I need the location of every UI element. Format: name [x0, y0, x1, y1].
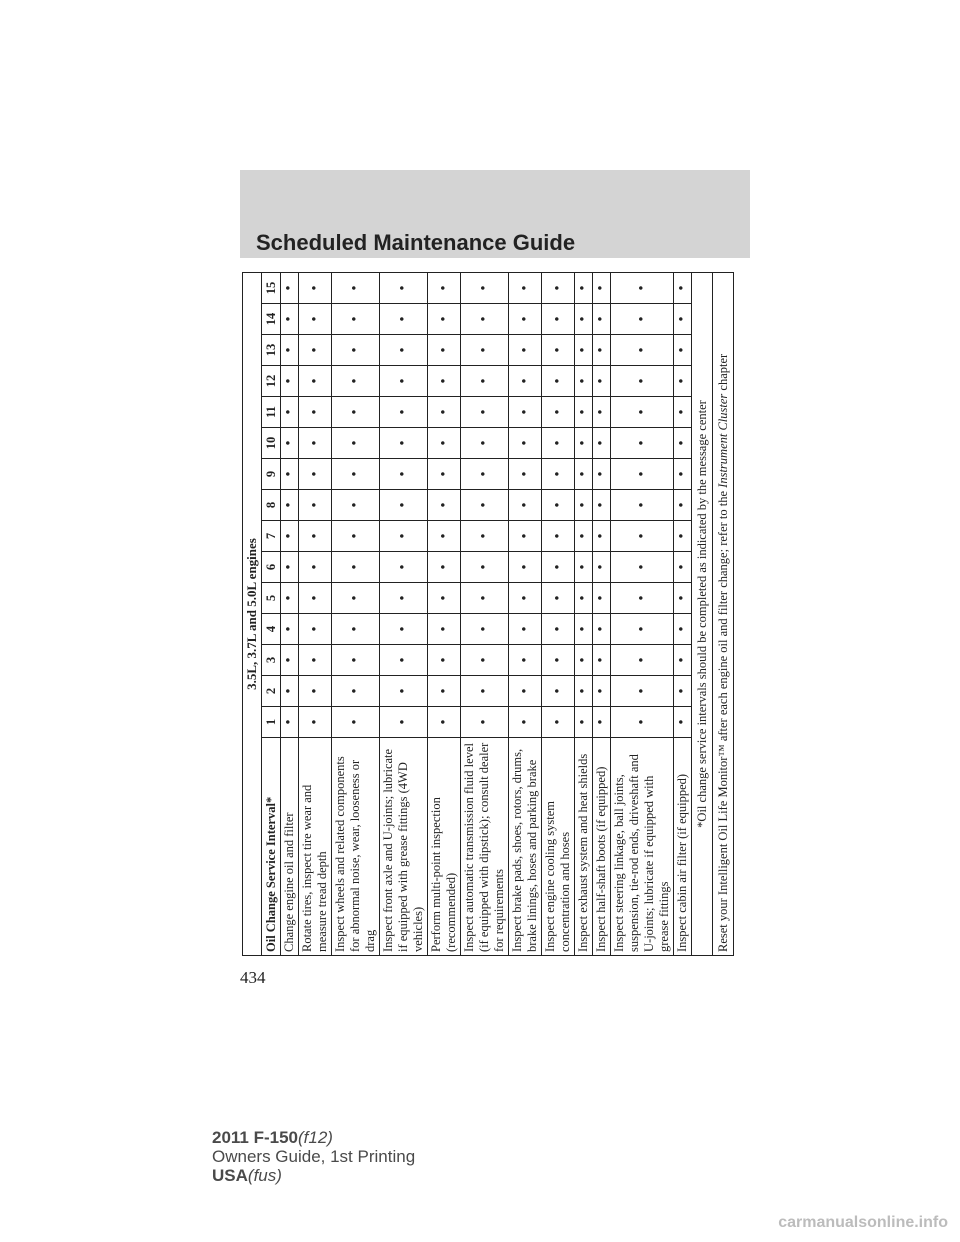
table-row — [380, 273, 428, 956]
service-bullet: • — [509, 273, 542, 304]
reset-end: chapter — [715, 353, 730, 391]
service-bullet: • — [611, 335, 674, 366]
service-bullet: • — [281, 614, 299, 645]
footer — [212, 1128, 415, 1185]
service-bullet: • — [380, 335, 428, 366]
service-bullet: • — [509, 645, 542, 676]
service-bullet: • — [299, 521, 332, 552]
service-bullet: • — [611, 707, 674, 738]
service-bullet: • — [611, 676, 674, 707]
service-bullet: • — [509, 614, 542, 645]
table-row — [428, 273, 461, 956]
service-bullet: • — [380, 273, 428, 304]
footer-line-1 — [212, 1128, 415, 1147]
maintenance-table-wrapper — [242, 272, 730, 956]
service-bullet: • — [461, 304, 509, 335]
service-bullet: • — [332, 676, 380, 707]
service-bullet: • — [281, 397, 299, 428]
service-bullet: • — [461, 552, 509, 583]
service-bullet: • — [593, 583, 611, 614]
service-bullet: • — [461, 490, 509, 521]
service-bullet: • — [380, 552, 428, 583]
interval-column-10: 10 — [262, 428, 281, 459]
service-bullet: • — [461, 583, 509, 614]
service-bullet: • — [575, 366, 593, 397]
service-bullet: • — [674, 645, 692, 676]
interval-column-13: 13 — [262, 335, 281, 366]
service-bullet: • — [299, 428, 332, 459]
task-label: Inspect half-shaft boots (if equipped) — [593, 738, 611, 956]
service-bullet: • — [611, 521, 674, 552]
service-bullet: • — [461, 521, 509, 552]
interval-column-2: 2 — [262, 676, 281, 707]
interval-column-15: 15 — [262, 273, 281, 304]
task-label: Inspect engine cooling system concentration and hoses — [542, 738, 575, 956]
service-bullet: • — [461, 366, 509, 397]
service-bullet: • — [428, 676, 461, 707]
service-bullet: • — [281, 552, 299, 583]
table-row — [509, 273, 542, 956]
service-bullet: • — [509, 397, 542, 428]
footer-model-code: (f12) — [298, 1128, 333, 1147]
task-label: Perform multi-point inspection (recommended) — [428, 738, 461, 956]
interval-column-7: 7 — [262, 521, 281, 552]
service-bullet: • — [380, 676, 428, 707]
service-bullet: • — [611, 397, 674, 428]
service-bullet: • — [428, 397, 461, 428]
service-bullet: • — [332, 707, 380, 738]
service-bullet: • — [332, 552, 380, 583]
service-bullet: • — [428, 304, 461, 335]
service-bullet: • — [509, 490, 542, 521]
service-bullet: • — [509, 583, 542, 614]
service-bullet: • — [299, 397, 332, 428]
service-bullet: • — [593, 707, 611, 738]
service-bullet: • — [428, 459, 461, 490]
service-bullet: • — [281, 366, 299, 397]
service-bullet: • — [542, 397, 575, 428]
service-bullet: • — [281, 645, 299, 676]
service-bullet: • — [332, 459, 380, 490]
interval-note: *Oil change service intervals should be completed as indicated by the message center — [692, 273, 713, 956]
service-bullet: • — [281, 490, 299, 521]
service-bullet: • — [299, 583, 332, 614]
service-bullet: • — [281, 335, 299, 366]
service-bullet: • — [542, 428, 575, 459]
service-bullet: • — [593, 552, 611, 583]
service-bullet: • — [461, 614, 509, 645]
service-bullet: • — [542, 304, 575, 335]
page-title: Scheduled Maintenance Guide — [256, 230, 576, 255]
service-bullet: • — [299, 273, 332, 304]
service-bullet: • — [461, 645, 509, 676]
service-bullet: • — [674, 583, 692, 614]
service-bullet: • — [611, 273, 674, 304]
service-bullet: • — [611, 366, 674, 397]
service-bullet: • — [575, 397, 593, 428]
column-header-row — [262, 273, 281, 956]
service-bullet: • — [593, 459, 611, 490]
service-bullet: • — [575, 583, 593, 614]
table-row — [611, 273, 674, 956]
service-bullet: • — [542, 583, 575, 614]
table-row — [461, 273, 509, 956]
service-bullet: • — [281, 583, 299, 614]
service-bullet: • — [332, 397, 380, 428]
service-bullet: • — [674, 304, 692, 335]
service-bullet: • — [332, 490, 380, 521]
service-bullet: • — [299, 335, 332, 366]
service-bullet: • — [380, 521, 428, 552]
service-bullet: • — [332, 366, 380, 397]
service-bullet: • — [575, 304, 593, 335]
interval-column-6: 6 — [262, 552, 281, 583]
service-bullet: • — [428, 583, 461, 614]
service-bullet: • — [575, 614, 593, 645]
service-bullet: • — [380, 490, 428, 521]
service-bullet: • — [674, 676, 692, 707]
table-row — [542, 273, 575, 956]
service-bullet: • — [428, 490, 461, 521]
service-bullet: • — [674, 614, 692, 645]
service-bullet: • — [509, 521, 542, 552]
service-bullet: • — [542, 459, 575, 490]
service-bullet: • — [461, 397, 509, 428]
service-bullet: • — [509, 366, 542, 397]
service-bullet: • — [575, 676, 593, 707]
interval-header: Oil Change Service Interval* — [262, 738, 281, 956]
interval-column-5: 5 — [262, 583, 281, 614]
service-bullet: • — [509, 676, 542, 707]
service-bullet: • — [674, 428, 692, 459]
reset-instruction — [713, 273, 734, 956]
task-label: Inspect cabin air filter (if equipped) — [674, 738, 692, 956]
service-bullet: • — [281, 304, 299, 335]
service-bullet: • — [332, 428, 380, 459]
service-bullet: • — [611, 490, 674, 521]
service-bullet: • — [542, 273, 575, 304]
service-bullet: • — [281, 273, 299, 304]
service-bullet: • — [299, 459, 332, 490]
service-bullet: • — [281, 428, 299, 459]
service-bullet: • — [299, 366, 332, 397]
service-bullet: • — [575, 552, 593, 583]
service-bullet: • — [593, 428, 611, 459]
footer-line-3 — [212, 1166, 415, 1185]
service-bullet: • — [542, 552, 575, 583]
task-label: Change engine oil and filter — [281, 738, 299, 956]
interval-column-3: 3 — [262, 645, 281, 676]
service-bullet: • — [542, 366, 575, 397]
service-bullet: • — [674, 490, 692, 521]
service-bullet: • — [611, 583, 674, 614]
service-bullet: • — [332, 273, 380, 304]
service-bullet: • — [281, 459, 299, 490]
service-bullet: • — [509, 335, 542, 366]
service-bullet: • — [428, 614, 461, 645]
table-row — [299, 273, 332, 956]
interval-column-8: 8 — [262, 490, 281, 521]
service-bullet: • — [509, 304, 542, 335]
service-bullet: • — [593, 614, 611, 645]
service-bullet: • — [509, 428, 542, 459]
maintenance-schedule-table — [242, 272, 734, 956]
task-label: Inspect front axle and U-joints; lubricate if equipped with grease fittings (4WD vehicles) — [380, 738, 428, 956]
service-bullet: • — [593, 645, 611, 676]
service-bullet: • — [380, 366, 428, 397]
service-bullet: • — [332, 614, 380, 645]
service-bullet: • — [575, 335, 593, 366]
service-bullet: • — [509, 707, 542, 738]
interval-column-11: 11 — [262, 397, 281, 428]
service-bullet: • — [674, 335, 692, 366]
service-bullet: • — [611, 645, 674, 676]
footer-region-code: (fus) — [247, 1166, 282, 1185]
table-row — [593, 273, 611, 956]
footer-model: 2011 F-150 — [212, 1128, 299, 1147]
service-bullet: • — [575, 459, 593, 490]
service-bullet: • — [593, 490, 611, 521]
service-bullet: • — [542, 490, 575, 521]
service-bullet: • — [542, 676, 575, 707]
service-bullet: • — [461, 428, 509, 459]
table-row — [332, 273, 380, 956]
service-bullet: • — [575, 273, 593, 304]
service-bullet: • — [611, 614, 674, 645]
service-bullet: • — [380, 583, 428, 614]
table-row — [575, 273, 593, 956]
service-bullet: • — [299, 304, 332, 335]
service-bullet: • — [428, 707, 461, 738]
service-bullet: • — [593, 366, 611, 397]
service-bullet: • — [542, 707, 575, 738]
footer-region: USA — [212, 1166, 248, 1185]
service-bullet: • — [611, 459, 674, 490]
task-label: Inspect brake pads, shoes, rotors, drums, brake linings, hoses and parking brake — [509, 738, 542, 956]
service-bullet: • — [509, 552, 542, 583]
service-bullet: • — [674, 459, 692, 490]
service-bullet: • — [428, 428, 461, 459]
service-bullet: • — [542, 335, 575, 366]
service-bullet: • — [380, 397, 428, 428]
service-bullet: • — [380, 304, 428, 335]
service-bullet: • — [380, 614, 428, 645]
service-bullet: • — [461, 676, 509, 707]
table-row — [674, 273, 692, 956]
service-bullet: • — [332, 304, 380, 335]
reset-text: Reset your Intelligent Oil Life Monitor™ after each engine oil and filter change; refer to the — [715, 490, 730, 952]
service-bullet: • — [428, 366, 461, 397]
service-bullet: • — [332, 335, 380, 366]
service-bullet: • — [593, 273, 611, 304]
service-bullet: • — [461, 459, 509, 490]
service-bullet: • — [593, 521, 611, 552]
service-bullet: • — [575, 521, 593, 552]
service-bullet: • — [611, 304, 674, 335]
service-bullet: • — [674, 366, 692, 397]
service-bullet: • — [674, 397, 692, 428]
service-bullet: • — [593, 397, 611, 428]
service-bullet: • — [299, 707, 332, 738]
interval-column-1: 1 — [262, 707, 281, 738]
service-bullet: • — [281, 676, 299, 707]
service-bullet: • — [281, 707, 299, 738]
service-bullet: • — [332, 645, 380, 676]
task-label: Rotate tires, inspect tire wear and measure tread depth — [299, 738, 332, 956]
service-bullet: • — [380, 645, 428, 676]
service-bullet: • — [428, 521, 461, 552]
interval-column-4: 4 — [262, 614, 281, 645]
service-bullet: • — [299, 645, 332, 676]
table-row — [281, 273, 299, 956]
service-bullet: • — [575, 707, 593, 738]
service-bullet: • — [299, 490, 332, 521]
service-bullet: • — [509, 459, 542, 490]
service-bullet: • — [575, 428, 593, 459]
service-bullet: • — [380, 428, 428, 459]
service-bullet: • — [593, 676, 611, 707]
service-bullet: • — [542, 645, 575, 676]
engine-header: 3.5L, 3.7L and 5.0L engines — [243, 273, 262, 956]
service-bullet: • — [461, 335, 509, 366]
service-bullet: • — [611, 552, 674, 583]
service-bullet: • — [299, 614, 332, 645]
service-bullet: • — [542, 614, 575, 645]
interval-column-14: 14 — [262, 304, 281, 335]
service-bullet: • — [380, 707, 428, 738]
service-bullet: • — [428, 273, 461, 304]
service-bullet: • — [380, 459, 428, 490]
task-label: Inspect automatic transmission fluid level (if equipped with dipstick); consult dealer for requirements — [461, 738, 509, 956]
service-bullet: • — [428, 335, 461, 366]
service-bullet: • — [674, 521, 692, 552]
service-bullet: • — [542, 521, 575, 552]
reset-chapter-ref: Instrument Cluster — [715, 393, 730, 488]
rotated-table-container — [242, 272, 730, 956]
service-bullet: • — [281, 521, 299, 552]
service-bullet: • — [593, 335, 611, 366]
service-bullet: • — [674, 552, 692, 583]
page-number: 434 — [240, 968, 266, 987]
service-bullet: • — [575, 645, 593, 676]
service-bullet: • — [428, 552, 461, 583]
interval-column-12: 12 — [262, 366, 281, 397]
service-bullet: • — [611, 428, 674, 459]
service-bullet: • — [674, 707, 692, 738]
task-label: Inspect steering linkage, ball joints, suspension, tie-rod ends, driveshaft and U-joints; lubricate if equipped with grease fittings — [611, 738, 674, 956]
watermark: carmanualsonline.info — [778, 1214, 948, 1231]
interval-column-9: 9 — [262, 459, 281, 490]
service-bullet: • — [575, 490, 593, 521]
service-bullet: • — [299, 676, 332, 707]
service-bullet: • — [461, 273, 509, 304]
table-body — [281, 273, 692, 956]
footer-line-2: Owners Guide, 1st Printing — [212, 1147, 416, 1166]
service-bullet: • — [428, 645, 461, 676]
task-label: Inspect exhaust system and heat shields — [575, 738, 593, 956]
service-bullet: • — [674, 273, 692, 304]
service-bullet: • — [332, 521, 380, 552]
service-bullet: • — [332, 583, 380, 614]
task-label: Inspect wheels and related components for abnormal noise, wear, looseness or drag — [332, 738, 380, 956]
service-bullet: • — [461, 707, 509, 738]
service-bullet: • — [299, 552, 332, 583]
service-bullet: • — [593, 304, 611, 335]
